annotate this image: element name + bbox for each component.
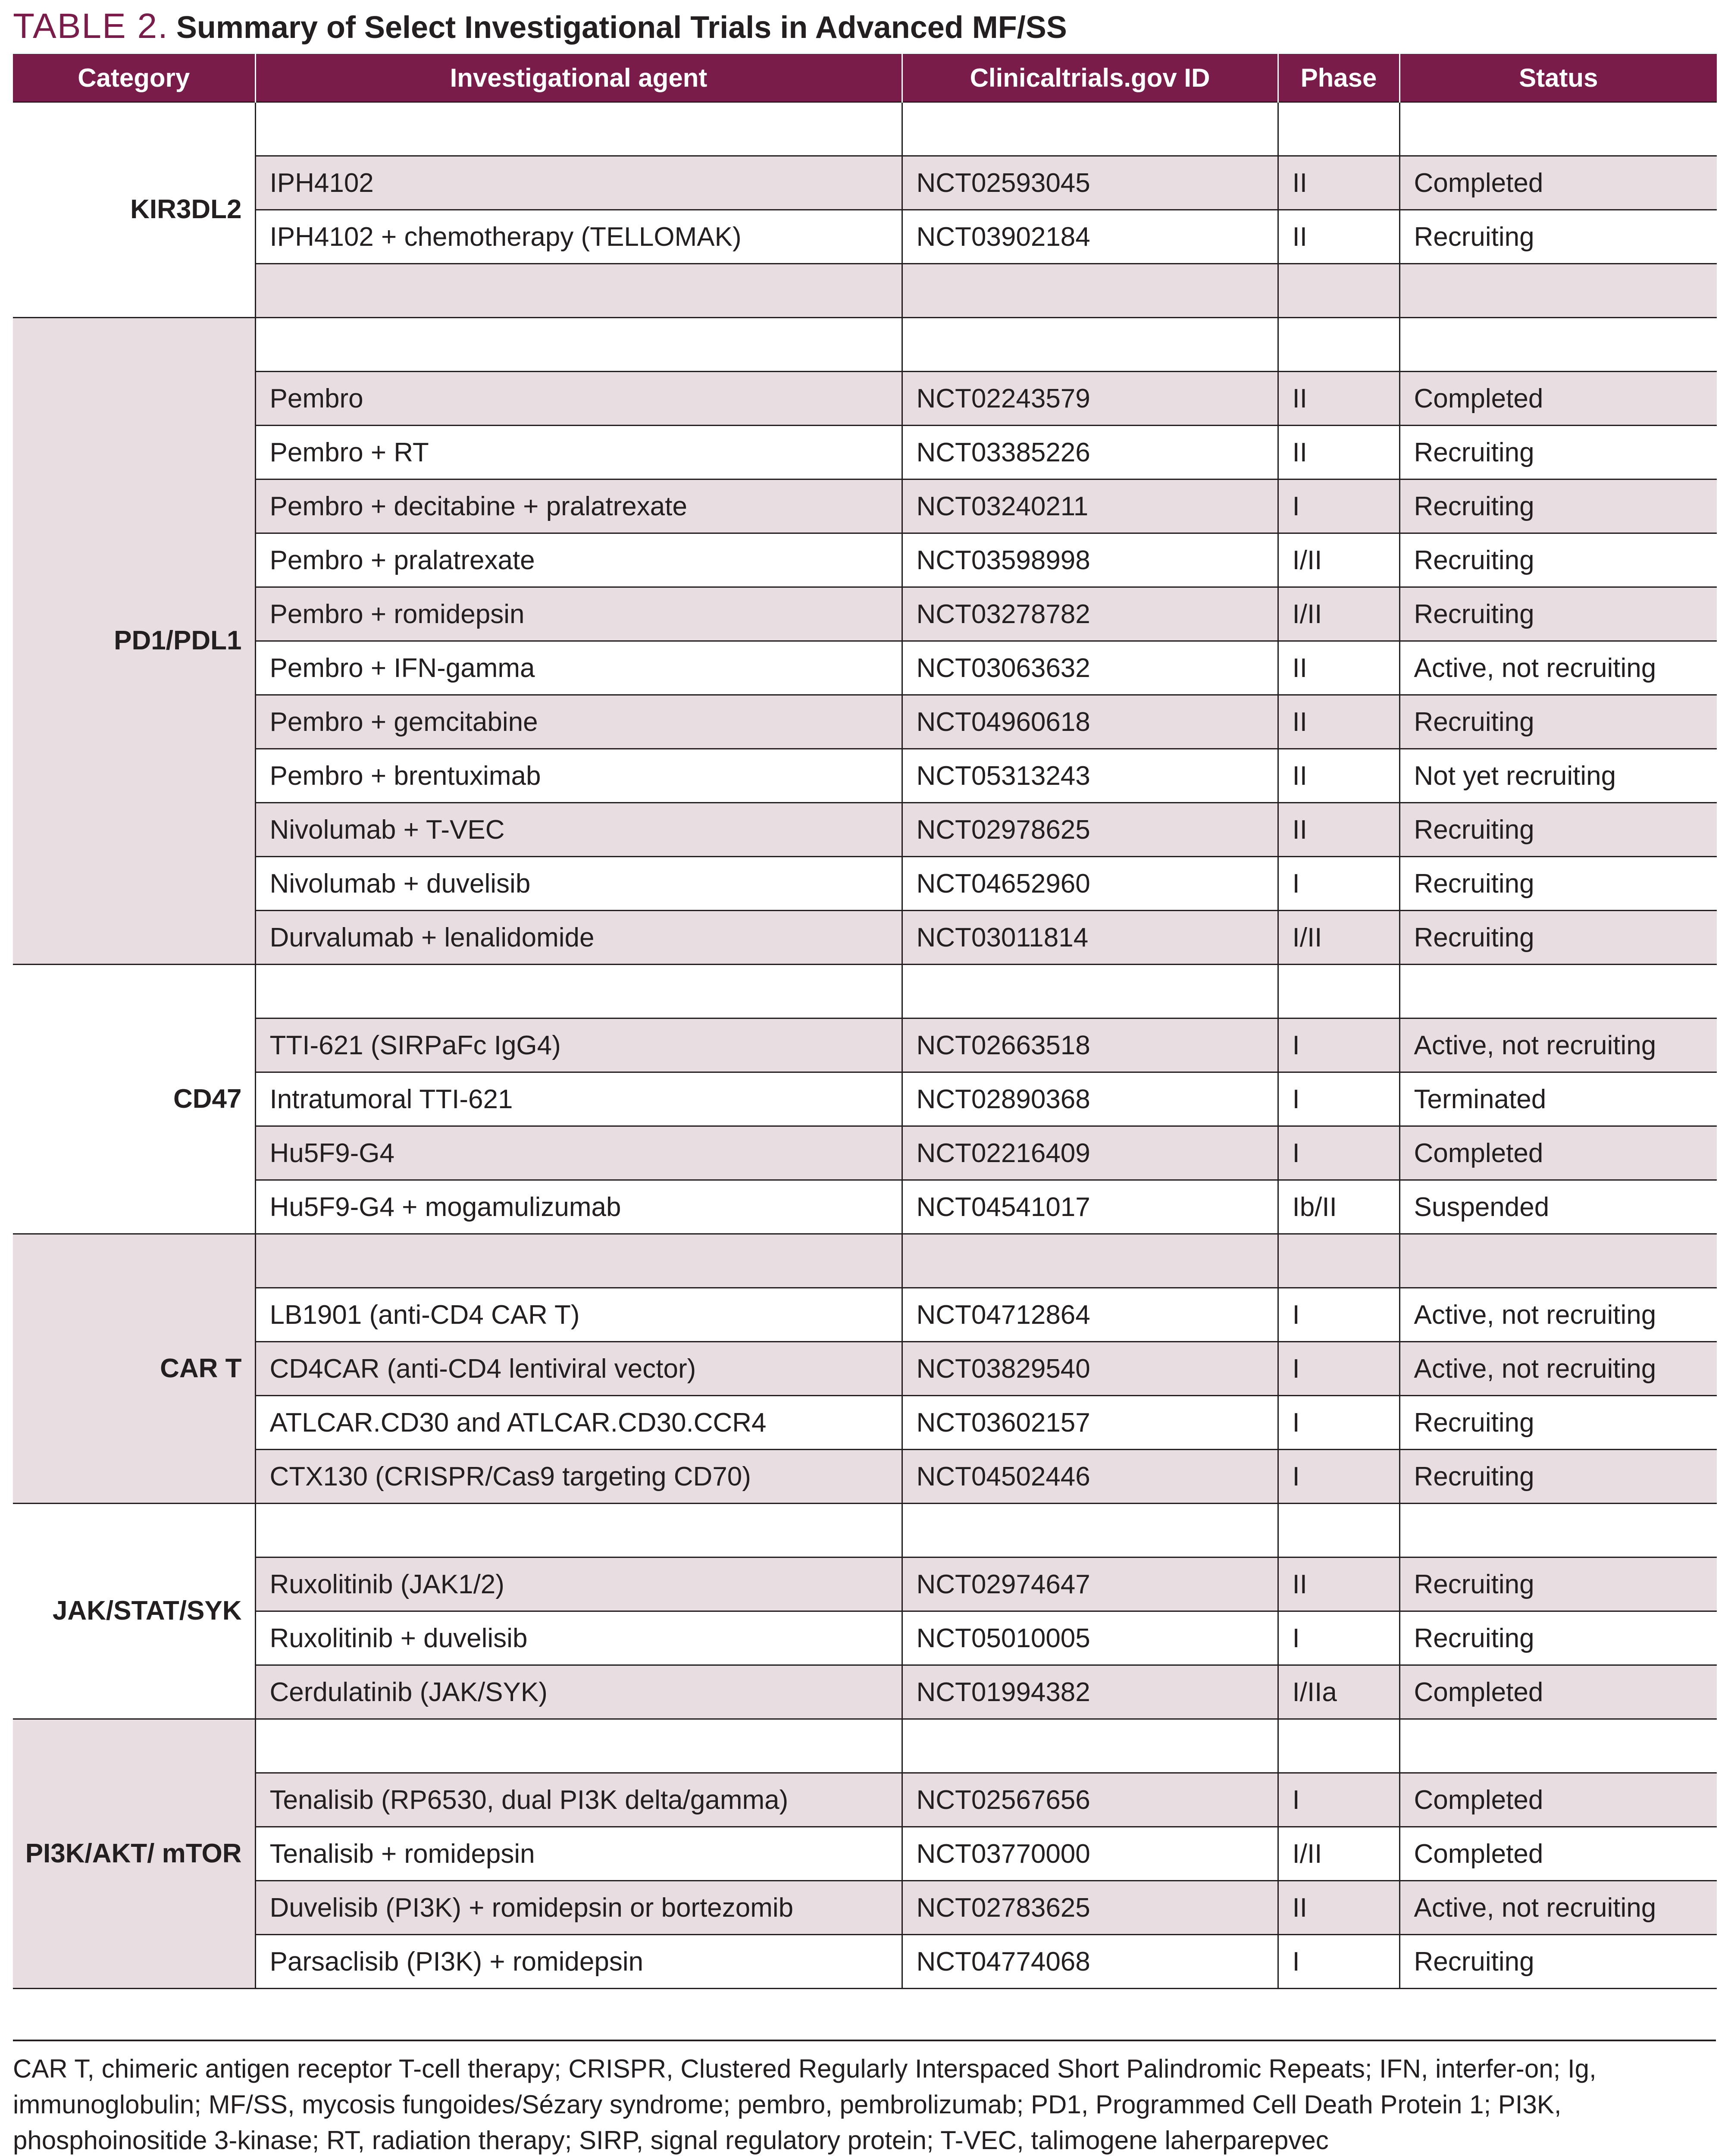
- table-row: [13, 1450, 1717, 1504]
- table-row: [13, 1557, 1717, 1611]
- agent-cell: IPH4102 + chemotherapy (TELLOMAK): [255, 210, 902, 264]
- trial-id-cell: NCT03011814: [902, 911, 1278, 965]
- status-cell: Active, not recruiting: [1399, 1288, 1717, 1342]
- status-cell: Recruiting: [1399, 210, 1717, 264]
- phase-cell: I: [1278, 1126, 1399, 1180]
- table-row: [13, 1665, 1717, 1719]
- table-row: [13, 1881, 1717, 1935]
- phase-cell: I/II: [1278, 911, 1399, 965]
- trial-id-cell: [902, 965, 1278, 1018]
- status-cell: Recruiting: [1399, 803, 1717, 857]
- phase-cell: II: [1278, 372, 1399, 426]
- agent-cell: Pembro + IFN-gamma: [255, 641, 902, 695]
- header-trial-id: Clinicaltrials.gov ID: [902, 54, 1278, 102]
- status-cell: Recruiting: [1399, 587, 1717, 641]
- trial-id-cell: NCT04774068: [902, 1935, 1278, 1989]
- phase-cell: Ib/II: [1278, 1180, 1399, 1234]
- trial-id-cell: NCT03385226: [902, 426, 1278, 479]
- trial-id-cell: NCT03278782: [902, 587, 1278, 641]
- header-category: Category: [13, 54, 255, 102]
- trial-id-cell: NCT03063632: [902, 641, 1278, 695]
- table-row: [13, 318, 1717, 372]
- phase-cell: I: [1278, 1450, 1399, 1504]
- status-cell: Not yet recruiting: [1399, 749, 1717, 803]
- agent-cell: Hu5F9-G4: [255, 1126, 902, 1180]
- agent-cell: Duvelisib (PI3K) + romidepsin or bortezomib: [255, 1881, 902, 1935]
- status-cell: Recruiting: [1399, 911, 1717, 965]
- phase-cell: [1278, 965, 1399, 1018]
- table-row: [13, 1234, 1717, 1288]
- table-row: [13, 695, 1717, 749]
- status-cell: [1399, 102, 1717, 156]
- trial-id-cell: NCT02593045: [902, 156, 1278, 210]
- status-cell: [1399, 318, 1717, 372]
- trial-id-cell: NCT02974647: [902, 1557, 1278, 1611]
- phase-cell: I/II: [1278, 533, 1399, 587]
- status-cell: Recruiting: [1399, 1557, 1717, 1611]
- agent-cell: Pembro + brentuximab: [255, 749, 902, 803]
- trial-id-cell: NCT02567656: [902, 1773, 1278, 1827]
- phase-cell: I: [1278, 1611, 1399, 1665]
- phase-cell: I/II: [1278, 587, 1399, 641]
- table-row: [13, 1719, 1717, 1773]
- status-cell: Recruiting: [1399, 479, 1717, 533]
- trial-id-cell: NCT03829540: [902, 1342, 1278, 1396]
- table-row: [13, 1072, 1717, 1126]
- trial-id-cell: NCT04652960: [902, 857, 1278, 911]
- agent-cell: Hu5F9-G4 + mogamulizumab: [255, 1180, 902, 1234]
- table-row: [13, 264, 1717, 318]
- table-row: [13, 1773, 1717, 1827]
- phase-cell: II: [1278, 426, 1399, 479]
- agent-cell: Tenalisib (RP6530, dual PI3K delta/gamma): [255, 1773, 902, 1827]
- trial-id-cell: [902, 1719, 1278, 1773]
- table-row: [13, 1018, 1717, 1072]
- status-cell: [1399, 1234, 1717, 1288]
- phase-cell: I: [1278, 1396, 1399, 1450]
- status-cell: [1399, 1719, 1717, 1773]
- trials-table: [13, 54, 1717, 1989]
- agent-cell: LB1901 (anti-CD4 CAR T): [255, 1288, 902, 1342]
- phase-cell: I: [1278, 1773, 1399, 1827]
- agent-cell: Ruxolitinib (JAK1/2): [255, 1557, 902, 1611]
- phase-cell: [1278, 1719, 1399, 1773]
- table-row: [13, 1126, 1717, 1180]
- table-row: [13, 156, 1717, 210]
- status-cell: Completed: [1399, 1773, 1717, 1827]
- status-cell: [1399, 965, 1717, 1018]
- agent-cell: Parsaclisib (PI3K) + romidepsin: [255, 1935, 902, 1989]
- phase-cell: I/II: [1278, 1827, 1399, 1881]
- phase-cell: [1278, 318, 1399, 372]
- table-row: [13, 857, 1717, 911]
- table-row: [13, 749, 1717, 803]
- phase-cell: I: [1278, 1072, 1399, 1126]
- trial-id-cell: [902, 318, 1278, 372]
- table-header: [13, 54, 1717, 102]
- table-row: [13, 1611, 1717, 1665]
- category-cell: KIR3DL2: [13, 102, 255, 318]
- trial-id-cell: NCT03770000: [902, 1827, 1278, 1881]
- status-cell: Terminated: [1399, 1072, 1717, 1126]
- phase-cell: I: [1278, 479, 1399, 533]
- status-cell: Recruiting: [1399, 1450, 1717, 1504]
- agent-cell: Pembro + decitabine + pralatrexate: [255, 479, 902, 533]
- status-cell: Active, not recruiting: [1399, 641, 1717, 695]
- status-cell: Recruiting: [1399, 533, 1717, 587]
- agent-cell: Nivolumab + duvelisib: [255, 857, 902, 911]
- status-cell: Completed: [1399, 1665, 1717, 1719]
- agent-cell: [255, 965, 902, 1018]
- phase-cell: II: [1278, 695, 1399, 749]
- phase-cell: [1278, 264, 1399, 318]
- category-cell: CAR T: [13, 1234, 255, 1504]
- trial-id-cell: NCT01994382: [902, 1665, 1278, 1719]
- table-row: [13, 372, 1717, 426]
- table-row: [13, 803, 1717, 857]
- table-row: [13, 1396, 1717, 1450]
- phase-cell: II: [1278, 156, 1399, 210]
- table-row: [13, 1180, 1717, 1234]
- trial-id-cell: NCT05010005: [902, 1611, 1278, 1665]
- status-cell: Suspended: [1399, 1180, 1717, 1234]
- table-row: [13, 1504, 1717, 1557]
- phase-cell: I: [1278, 1342, 1399, 1396]
- table-row: [13, 587, 1717, 641]
- agent-cell: [255, 1719, 902, 1773]
- status-cell: Recruiting: [1399, 695, 1717, 749]
- phase-cell: II: [1278, 641, 1399, 695]
- phase-cell: I: [1278, 1935, 1399, 1989]
- table-body: [13, 102, 1717, 1989]
- status-cell: Active, not recruiting: [1399, 1881, 1717, 1935]
- trial-id-cell: NCT02890368: [902, 1072, 1278, 1126]
- trial-id-cell: NCT02216409: [902, 1126, 1278, 1180]
- phase-cell: I: [1278, 857, 1399, 911]
- status-cell: [1399, 1504, 1717, 1557]
- table-row: [13, 965, 1717, 1018]
- table-number: TABLE 2.: [13, 6, 169, 46]
- table-row: [13, 1288, 1717, 1342]
- agent-cell: Pembro + RT: [255, 426, 902, 479]
- table-row: [13, 479, 1717, 533]
- table-row: [13, 102, 1717, 156]
- agent-cell: Ruxolitinib + duvelisib: [255, 1611, 902, 1665]
- agent-cell: CD4CAR (anti-CD4 lentiviral vector): [255, 1342, 902, 1396]
- agent-cell: Intratumoral TTI-621: [255, 1072, 902, 1126]
- category-cell: CD47: [13, 965, 255, 1234]
- agent-cell: [255, 1504, 902, 1557]
- status-cell: Recruiting: [1399, 1611, 1717, 1665]
- header-phase: Phase: [1278, 54, 1399, 102]
- phase-cell: II: [1278, 749, 1399, 803]
- agent-cell: Pembro + pralatrexate: [255, 533, 902, 587]
- table-row: [13, 426, 1717, 479]
- status-cell: Completed: [1399, 1827, 1717, 1881]
- phase-cell: II: [1278, 803, 1399, 857]
- trial-id-cell: NCT02663518: [902, 1018, 1278, 1072]
- status-cell: Recruiting: [1399, 426, 1717, 479]
- category-cell: JAK/STAT/SYK: [13, 1504, 255, 1719]
- trial-id-cell: NCT04502446: [902, 1450, 1278, 1504]
- trial-id-cell: NCT05313243: [902, 749, 1278, 803]
- trial-id-cell: NCT04960618: [902, 695, 1278, 749]
- trial-id-cell: [902, 1504, 1278, 1557]
- status-cell: Completed: [1399, 1126, 1717, 1180]
- trial-id-cell: NCT02978625: [902, 803, 1278, 857]
- agent-cell: [255, 264, 902, 318]
- table-title: [13, 3, 1067, 49]
- status-cell: Completed: [1399, 372, 1717, 426]
- agent-cell: CTX130 (CRISPR/Cas9 targeting CD70): [255, 1450, 902, 1504]
- agent-cell: Cerdulatinib (JAK/SYK): [255, 1665, 902, 1719]
- trial-id-cell: NCT04541017: [902, 1180, 1278, 1234]
- agent-cell: Durvalumab + lenalidomide: [255, 911, 902, 965]
- phase-cell: I: [1278, 1288, 1399, 1342]
- agent-cell: Tenalisib + romidepsin: [255, 1827, 902, 1881]
- trial-id-cell: NCT03602157: [902, 1396, 1278, 1450]
- phase-cell: II: [1278, 1881, 1399, 1935]
- table-footnote: CAR T, chimeric antigen receptor T-cell therapy; CRISPR, Clustered Regularly Interspaced Short Palindromic Repeats; IFN, interfer-on; Ig, immunoglobulin; MF/SS, mycosis fungoides/Sézary syndrome; pembro, pembrolizumab; PD1, Programmed Cell Death Protein 1; PI3K, phosphoinositide 3-kinase; RT, radiation therapy; SIRP, signal regulatory protein; T-VEC, talimogene laherparepvec: [13, 2040, 1716, 2156]
- trial-id-cell: [902, 264, 1278, 318]
- phase-cell: [1278, 102, 1399, 156]
- header-status: Status: [1399, 54, 1717, 102]
- trial-id-cell: NCT03902184: [902, 210, 1278, 264]
- trial-id-cell: [902, 1234, 1278, 1288]
- agent-cell: [255, 318, 902, 372]
- trial-id-cell: NCT02243579: [902, 372, 1278, 426]
- trial-id-cell: NCT04712864: [902, 1288, 1278, 1342]
- header-agent: Investigational agent: [255, 54, 902, 102]
- agent-cell: ATLCAR.CD30 and ATLCAR.CD30.CCR4: [255, 1396, 902, 1450]
- phase-cell: [1278, 1504, 1399, 1557]
- category-cell: PI3K/AKT/ mTOR: [13, 1719, 255, 1989]
- agent-cell: [255, 102, 902, 156]
- table-row: [13, 210, 1717, 264]
- table-row: [13, 1342, 1717, 1396]
- agent-cell: Pembro: [255, 372, 902, 426]
- agent-cell: IPH4102: [255, 156, 902, 210]
- table-row: [13, 1827, 1717, 1881]
- table-row: [13, 641, 1717, 695]
- phase-cell: II: [1278, 210, 1399, 264]
- phase-cell: [1278, 1234, 1399, 1288]
- agent-cell: Pembro + romidepsin: [255, 587, 902, 641]
- status-cell: Recruiting: [1399, 1396, 1717, 1450]
- trial-id-cell: NCT03240211: [902, 479, 1278, 533]
- status-cell: [1399, 264, 1717, 318]
- status-cell: Active, not recruiting: [1399, 1018, 1717, 1072]
- phase-cell: II: [1278, 1557, 1399, 1611]
- trial-id-cell: NCT02783625: [902, 1881, 1278, 1935]
- phase-cell: I/IIa: [1278, 1665, 1399, 1719]
- table-row: [13, 1935, 1717, 1989]
- agent-cell: Pembro + gemcitabine: [255, 695, 902, 749]
- table-row: [13, 911, 1717, 965]
- table-caption: Summary of Select Investigational Trials in Advanced MF/SS: [176, 10, 1067, 45]
- table-row: [13, 533, 1717, 587]
- status-cell: Active, not recruiting: [1399, 1342, 1717, 1396]
- category-cell: PD1/PDL1: [13, 318, 255, 965]
- agent-cell: Nivolumab + T-VEC: [255, 803, 902, 857]
- trial-id-cell: NCT03598998: [902, 533, 1278, 587]
- agent-cell: TTI-621 (SIRPaFc IgG4): [255, 1018, 902, 1072]
- agent-cell: [255, 1234, 902, 1288]
- status-cell: Recruiting: [1399, 1935, 1717, 1989]
- status-cell: Completed: [1399, 156, 1717, 210]
- status-cell: Recruiting: [1399, 857, 1717, 911]
- trial-id-cell: [902, 102, 1278, 156]
- phase-cell: I: [1278, 1018, 1399, 1072]
